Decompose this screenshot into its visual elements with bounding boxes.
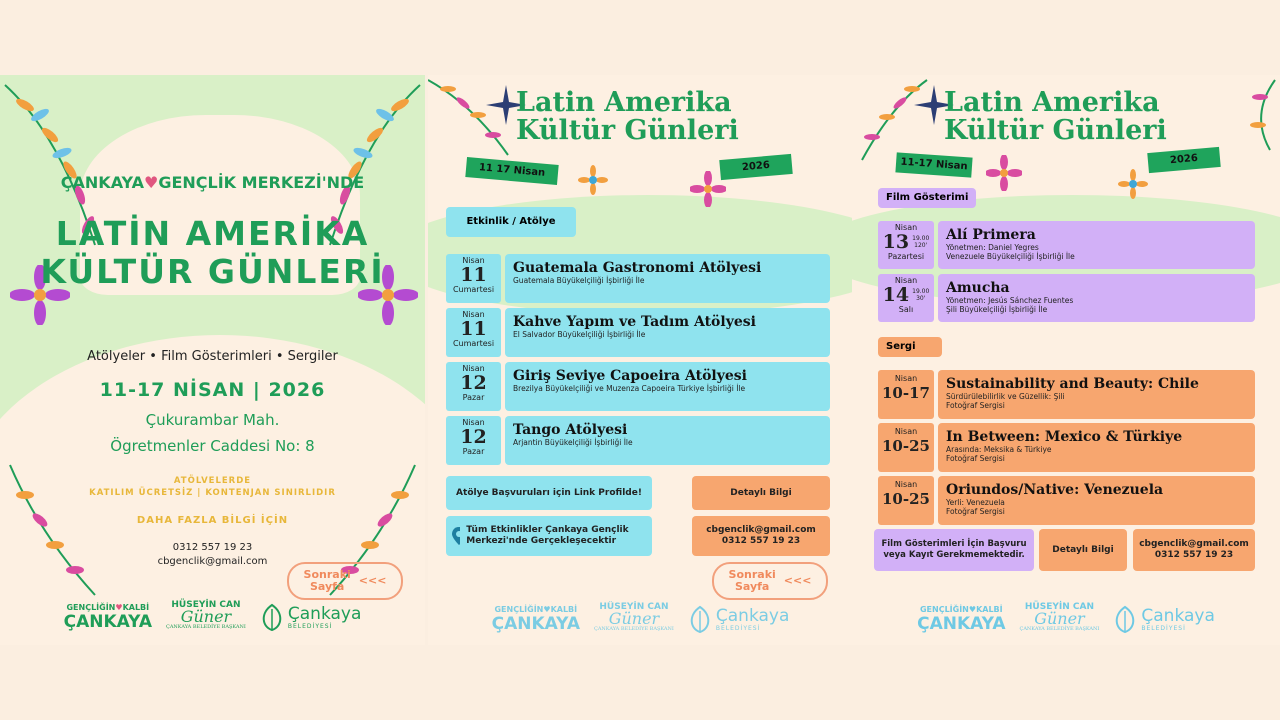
leaf-logo-icon xyxy=(1113,605,1137,633)
event-title: Kahve Yapım ve Tadım Atölyesi xyxy=(513,314,756,330)
poster-panel-workshops xyxy=(428,75,853,645)
event-day: 11 xyxy=(460,318,487,340)
event-month: Nisan xyxy=(462,364,485,373)
event-dates: 11-17 NİSAN | 2026 xyxy=(99,379,326,401)
logo1-big: ÇANKAYA xyxy=(491,613,580,634)
location-text: Tüm Etkinlikler Çankaya Gençlik Merkezi'nde Gerçekleşecektir xyxy=(466,525,629,546)
logo2-line3: ÇANKAYA BELEDİYE BAŞKANI xyxy=(166,624,246,630)
location-note xyxy=(446,516,652,556)
logo1-big: ÇANKAYA xyxy=(63,611,152,632)
flower-icon xyxy=(1118,169,1148,199)
panel-title xyxy=(944,89,1167,146)
film-registration-note: Film Gösterimleri İçin Başvuru veya Kayıt Gerekmemektedir. xyxy=(874,529,1034,571)
event-title: Giriş Seviye Capoeira Atölyesi xyxy=(513,368,747,384)
exhibit-title: In Between: Mexico & Türkiye xyxy=(946,429,1183,445)
leaf-logo-icon xyxy=(688,605,712,633)
film-day: 13 xyxy=(882,231,910,253)
exhibit-type: Fotoğraf Sergisi xyxy=(946,454,1005,463)
next-page-button[interactable] xyxy=(287,562,403,600)
mayor-logo xyxy=(1020,602,1100,635)
panel-title-line1: Latin Amerika xyxy=(516,87,732,118)
exhibit-date xyxy=(878,370,934,419)
venue-name-suffix: GENÇLİK MERKEZİ'NDE xyxy=(158,173,365,192)
logo2-line2: Güner xyxy=(1034,609,1085,628)
event-date xyxy=(446,362,501,411)
mayor-logo xyxy=(594,602,674,635)
contact-box xyxy=(1133,529,1255,571)
film-title: Alí Primera xyxy=(946,227,1036,243)
contact-phone[interactable]: 0312 557 19 23 xyxy=(1154,550,1234,560)
next-page-label-line2: Sayfa xyxy=(734,580,770,593)
flower-icon xyxy=(986,155,1022,191)
event-month: Nisan xyxy=(462,310,485,319)
exhibit-title: Sustainability and Beauty: Chile xyxy=(946,376,1199,392)
notice-line2: KATILIM ÜCRETSİZ | KONTENJAN SINIRLIDIR xyxy=(89,488,336,498)
event-card[interactable] xyxy=(505,416,830,465)
logo3-sub: BELEDİYESİ xyxy=(287,622,333,630)
next-page-label-line2: Sayfa xyxy=(309,580,345,593)
event-subtitle: Guatemala Büyükelçiliği İşbirliği İle xyxy=(513,276,645,285)
leaf-branch-icon xyxy=(1230,75,1280,155)
exhibit-subtitle: Yerli: Venezuela xyxy=(946,498,1005,507)
film-partner: Şili Büyükelçiliği İşbirliği İle xyxy=(946,305,1048,314)
chevrons-left-icon: <<< xyxy=(783,574,812,587)
film-month: Nisan xyxy=(894,276,918,285)
film-card[interactable] xyxy=(938,221,1255,269)
event-month: Nisan xyxy=(462,256,485,265)
contact-email[interactable]: cbgenclik@gmail.com xyxy=(706,525,816,535)
exhibit-date xyxy=(878,476,934,525)
exhibit-card[interactable] xyxy=(938,370,1255,419)
more-info-label: DAHA FAZLA BİLGİ İÇİN xyxy=(136,515,289,526)
logo-bar xyxy=(428,602,853,635)
year-tag: 2026 xyxy=(719,154,792,180)
gencligin-kalbi-logo xyxy=(917,605,1005,633)
details-button[interactable]: Detaylı Bilgi xyxy=(1039,529,1127,571)
contact-phone[interactable]: 0312 557 19 23 xyxy=(721,536,801,546)
next-page-label-line1: Sonraki xyxy=(728,568,776,581)
contact-email[interactable]: cbgenclik@gmail.com xyxy=(1139,539,1249,549)
logo2-line2: Güner xyxy=(608,609,660,628)
heart-icon: ♥ xyxy=(115,602,123,612)
panel-title-line1: Latin Amerika xyxy=(944,87,1160,118)
main-title-line1: LATİN AMERİKA xyxy=(55,214,370,253)
year-tag: 2026 xyxy=(1147,147,1220,173)
heart-icon: ♥ xyxy=(143,173,159,192)
logo3-sub: BELEDİYESİ xyxy=(1141,624,1186,632)
logo1-small2: KALBİ xyxy=(122,602,150,612)
venue-header xyxy=(0,173,425,192)
exhibit-card[interactable] xyxy=(938,476,1255,525)
address-line1: Çukurambar Mah. xyxy=(145,411,280,429)
exhibit-month: Nisan xyxy=(894,480,918,489)
panel-title-line2: Kültür Günleri xyxy=(516,115,739,147)
event-title: Guatemala Gastronomi Atölyesi xyxy=(513,260,762,276)
film-director: Yönetmen: Daniel Yegres xyxy=(946,243,1039,252)
film-duration: 120' xyxy=(914,242,928,249)
email-address: cbgenclik@gmail.com xyxy=(157,556,268,567)
poster-panel-main xyxy=(0,75,425,645)
film-time: 19.00 xyxy=(912,288,930,295)
flower-icon xyxy=(690,171,726,207)
film-duration: 30' xyxy=(916,295,926,302)
logo1-big: ÇANKAYA xyxy=(917,613,1006,634)
exhibit-days: 10-25 xyxy=(882,437,930,455)
event-weekday: Pazar xyxy=(462,447,485,456)
exhibit-days: 10-25 xyxy=(882,490,930,508)
logo2-line1: HÜSEYİN CAN xyxy=(599,602,669,612)
exhibit-days: 10-17 xyxy=(882,384,930,402)
film-partner: Venezuele Büyükelçiliği İşbirliği İle xyxy=(946,252,1075,261)
event-date xyxy=(446,254,501,303)
exhibit-month: Nisan xyxy=(894,427,918,436)
event-card[interactable] xyxy=(505,308,830,357)
film-weekday: Salı xyxy=(898,305,914,314)
section-label-films: Film Gösterimi xyxy=(878,188,976,208)
address xyxy=(0,407,425,459)
logo1-small: GENÇLİĞİN xyxy=(494,604,544,614)
next-page-label-line1: Sonraki xyxy=(303,568,351,581)
film-director: Yönetmen: Jesús Sánchez Fuentes xyxy=(946,296,1074,305)
film-date xyxy=(878,274,934,322)
next-page-button[interactable] xyxy=(712,562,828,600)
next-page-label xyxy=(304,569,351,593)
exhibit-month: Nisan xyxy=(894,374,918,383)
exhibit-subtitle: Arasında: Meksika & Türkiye xyxy=(946,445,1052,454)
film-card[interactable] xyxy=(938,274,1255,322)
film-month: Nisan xyxy=(894,223,918,232)
cankaya-belediyesi-logo xyxy=(688,605,790,633)
logo3-sub: BELEDİYESİ xyxy=(715,624,761,632)
exhibit-type: Fotoğraf Sergisi xyxy=(946,507,1005,516)
panel-title-line2: Kültür Günleri xyxy=(944,115,1167,147)
film-date xyxy=(878,221,934,269)
logo1-small: GENÇLİĞİN xyxy=(66,602,116,612)
chevrons-left-icon: <<< xyxy=(358,574,387,587)
main-title-line2: KÜLTÜR GÜNLERİ xyxy=(40,252,385,291)
panel-title xyxy=(516,89,739,146)
notice xyxy=(0,475,425,499)
event-day: 12 xyxy=(460,426,487,448)
event-date xyxy=(446,308,501,357)
logo2-line3: ÇANKAYA BELEDİYE BAŞKANI xyxy=(1019,626,1100,632)
gencligin-kalbi-logo xyxy=(64,603,152,631)
date-tag: 11 17 Nisan xyxy=(465,157,558,185)
exhibit-card[interactable] xyxy=(938,423,1255,472)
film-day: 14 xyxy=(882,284,910,306)
film-title: Amucha xyxy=(946,280,1010,296)
event-weekday: Cumartesi xyxy=(452,339,495,348)
event-card[interactable] xyxy=(505,254,830,303)
main-title xyxy=(0,215,425,291)
mayor-logo xyxy=(166,600,246,633)
apply-link-note[interactable]: Atölye Başvuruları için Link Profilde! xyxy=(446,476,652,510)
details-button[interactable]: Detaylı Bilgi xyxy=(692,476,830,510)
logo2-line2: Güner xyxy=(180,607,232,626)
next-page-label xyxy=(729,569,776,593)
gencligin-kalbi-logo xyxy=(492,605,580,633)
film-time: 19.00 xyxy=(912,235,930,242)
film-weekday: Pazartesi xyxy=(887,252,925,261)
section-label-exhibits: Sergi xyxy=(878,337,942,357)
exhibit-type: Fotoğraf Sergisi xyxy=(946,401,1005,410)
event-weekday: Cumartesi xyxy=(452,285,495,294)
logo2-line1: HÜSEYİN CAN xyxy=(1024,602,1094,612)
event-day: 12 xyxy=(460,372,487,394)
logo3-name: Çankaya xyxy=(715,605,790,626)
date-tag: 11-17 Nisan xyxy=(895,152,972,177)
event-day: 11 xyxy=(460,264,487,286)
poster-panel-films-exhibits xyxy=(852,75,1280,645)
event-date xyxy=(446,416,501,465)
phone-number: 0312 557 19 23 xyxy=(172,542,253,553)
logo1-small: GENÇLİĞİN xyxy=(919,604,969,614)
event-month: Nisan xyxy=(462,418,485,427)
heart-icon: ♥ xyxy=(543,604,551,614)
event-weekday: Pazar xyxy=(462,393,485,402)
exhibit-date xyxy=(878,423,934,472)
logo-bar xyxy=(852,602,1280,635)
exhibit-subtitle: Sürdürülebilirlik ve Güzellik: Şili xyxy=(946,392,1065,401)
event-title: Tango Atölyesi xyxy=(513,422,628,438)
exhibit-title: Oriundos/Native: Venezuela xyxy=(946,482,1164,498)
event-card[interactable] xyxy=(505,362,830,411)
cankaya-belediyesi-logo xyxy=(260,603,362,631)
leaf-logo-icon xyxy=(260,603,284,631)
contact-box xyxy=(692,516,830,556)
cankaya-belediyesi-logo xyxy=(1113,605,1215,633)
address-line2: Ögretmenler Caddesi No: 8 xyxy=(110,437,315,455)
logo-bar xyxy=(0,600,425,633)
flower-icon xyxy=(578,165,608,195)
notice-line1: ATÖLVELERDE xyxy=(173,476,252,486)
logo2-line3: ÇANKAYA BELEDİYE BAŞKANI xyxy=(594,626,674,632)
heart-icon: ♥ xyxy=(968,604,977,614)
event-subtitle: Brezilya Büyükelçiliği ve Muzenza Capoeira Türkiye İşbirliği İle xyxy=(513,384,746,393)
logo1-small2: KALBİ xyxy=(550,604,578,614)
venue-name: ÇANKAYA xyxy=(60,173,144,192)
logo1-small2: KALBİ xyxy=(976,604,1003,614)
logo3-name: Çankaya xyxy=(1141,605,1215,626)
event-subtitle: El Salvador Büyükelçiliği İşbirliği İle xyxy=(513,330,646,339)
section-label-workshops: Etkinlik / Atölye xyxy=(446,207,576,237)
logo3-name: Çankaya xyxy=(287,603,362,624)
logo2-line1: HÜSEYİN CAN xyxy=(171,600,241,610)
event-subtitle: Arjantin Büyükelçiliği İşbirliği İle xyxy=(513,438,633,447)
location-pin-icon xyxy=(452,527,460,545)
event-types: Atölyeler • Film Gösterimleri • Sergiler xyxy=(87,349,338,364)
